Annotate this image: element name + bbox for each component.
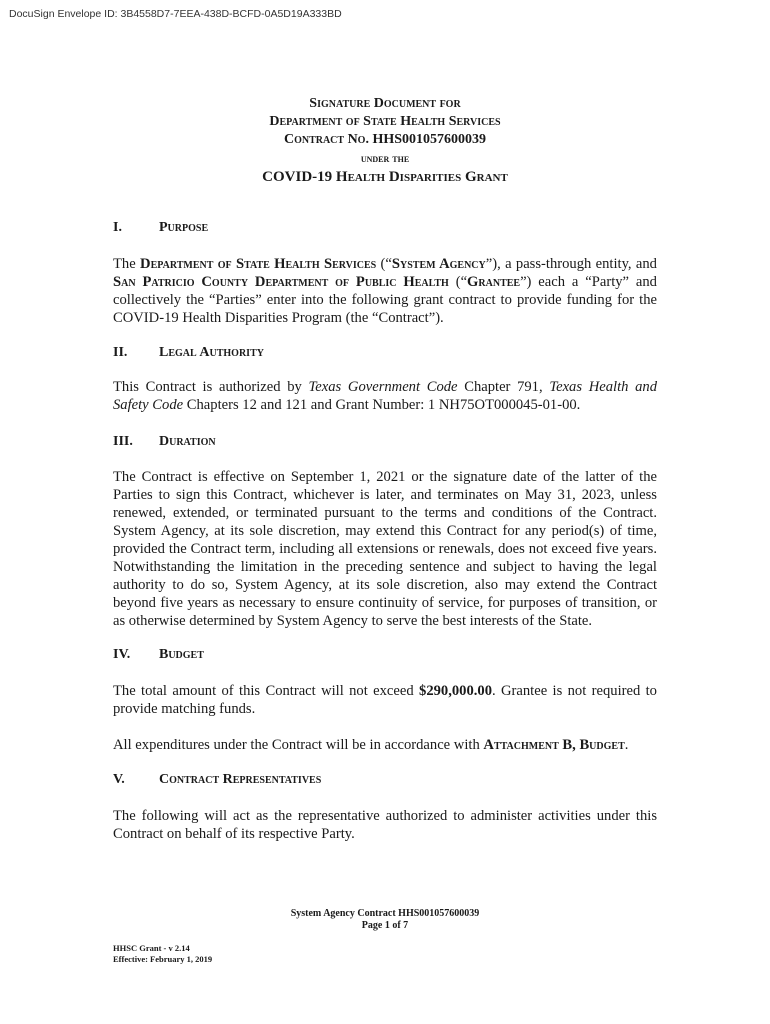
agency-name: Department of State Health Services bbox=[140, 256, 377, 272]
effective-date-line: Effective: February 1, 2019 bbox=[113, 954, 213, 964]
section-title: Duration bbox=[159, 434, 216, 449]
government-code-citation: Texas Government Code bbox=[308, 379, 458, 395]
section-number: V. bbox=[113, 772, 125, 787]
section-number: II. bbox=[113, 345, 128, 360]
attachment-reference: Attachment B, Budget bbox=[483, 737, 625, 753]
contract-amount: $290,000.00 bbox=[419, 683, 492, 699]
version-line: HHSC Grant - v 2.14 bbox=[113, 943, 190, 953]
representatives-paragraph: The following will act as the representative authorized to administer activities under this Contract on behalf of its respective Party. bbox=[113, 808, 657, 842]
document-title bbox=[0, 95, 770, 186]
footer-contract-line: System Agency Contract HHS001057600039 bbox=[290, 908, 480, 919]
section-number: I. bbox=[113, 220, 122, 235]
title-line-4: under the bbox=[360, 151, 410, 165]
grantee-name: San Patricio County Department of Public Health bbox=[113, 274, 449, 290]
docusign-envelope-id: DocuSign Envelope ID: 3B4558D7-7EEA-438D-BCFD-0A5D19A333BD bbox=[9, 8, 342, 20]
agency-short-name: System Agency bbox=[391, 256, 486, 272]
budget-paragraph: The total amount of this Contract will not exceed $290,000.00. Grantee is not required to provide matching funds. bbox=[113, 683, 657, 717]
section-heading-contract-representatives bbox=[113, 772, 321, 788]
title-line-1: Signature Document for bbox=[309, 96, 461, 111]
title-line-3: Contract No. HHS001057600039 bbox=[283, 132, 487, 147]
section-number: IV. bbox=[113, 647, 131, 662]
section-title: Budget bbox=[159, 647, 204, 662]
section-heading-duration bbox=[113, 434, 216, 450]
section-heading-purpose bbox=[113, 220, 208, 236]
legal-authority-paragraph: This Contract is authorized by Texas Government Code Chapter 791, Texas Health and Safety Code Chapters 12 and 121 and Grant Number: 1 NH75OT000045-01-00. bbox=[113, 379, 657, 413]
page-number: Page 1 of 7 bbox=[361, 920, 409, 931]
section-number: III. bbox=[113, 434, 133, 449]
grantee-short-name: Grantee bbox=[467, 274, 521, 290]
duration-paragraph: The Contract is effective on September 1, 2021 or the signature date of the latter of the Parties to sign this Contract, whichever is later, and terminates on May 31, 2023, unless renewed, extended, or terminated pursuant to the terms and conditions of the Contract. System Agency, at its sole discretion, may extend this Contract for any period(s) of time, provided the Contract term, including all extensions or renewals, does not exceed five years. Notwithstanding the limitation in the preceding sentence and subject to having the legal authority to do so, System Agency, at its sole discretion, also may extend the Contract beyond five years as necessary to ensure continuity of service, for purposes of transition, or as otherwise determined by System Agency to serve the best interests of the State. bbox=[113, 469, 657, 629]
health-safety-code-citation: Texas Health and Safety Code bbox=[113, 379, 657, 413]
budget-attachment-paragraph: All expenditures under the Contract will be in accordance with Attachment B, Budget. bbox=[113, 737, 629, 753]
section-title: Contract Representatives bbox=[159, 772, 322, 787]
section-heading-budget bbox=[113, 647, 204, 663]
purpose-paragraph: The Department of State Health Services (“System Agency”), a pass-through entity, and San Patricio County Department of Public Health (“Grantee”) each a “Party” and collectively the “Parties” enter into the following grant contract to provide funding for the COVID-19 Health Disparities Program (the “Contract”). bbox=[113, 256, 657, 326]
section-heading-legal-authority bbox=[113, 345, 264, 361]
section-title: Legal Authority bbox=[159, 345, 264, 360]
title-line-2: Department of State Health Services bbox=[269, 114, 501, 129]
page-footer bbox=[0, 908, 770, 932]
section-title: Purpose bbox=[159, 220, 209, 235]
form-version bbox=[113, 943, 212, 965]
title-line-5: COVID-19 Health Disparities Grant bbox=[262, 169, 508, 185]
